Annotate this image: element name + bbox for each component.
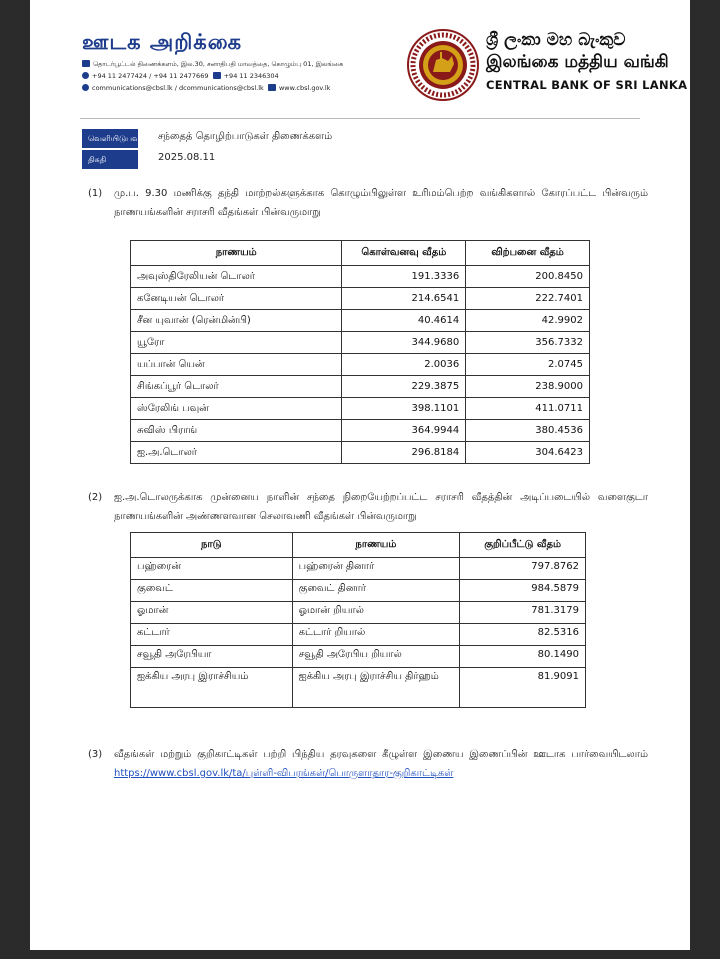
table-cell: 40.4614 bbox=[342, 310, 466, 332]
table-row bbox=[131, 288, 590, 310]
table-cell: 797.8762 bbox=[460, 558, 586, 580]
table-cell: ஸ்ரேலிங் பவுன் bbox=[131, 398, 342, 420]
column-header: நாடு bbox=[131, 533, 293, 558]
paragraph-number: (1) bbox=[88, 188, 103, 199]
cbsl-seal-icon bbox=[406, 28, 480, 102]
paragraph-number: (2) bbox=[88, 492, 103, 503]
table-header-row bbox=[131, 241, 590, 266]
table-row bbox=[131, 420, 590, 442]
table-cell: யப்பான் யென் bbox=[131, 354, 342, 376]
meta-date-value: 2025.08.11 bbox=[158, 152, 216, 163]
table-cell: குவைட் bbox=[131, 580, 293, 602]
contact-emails: communications@cbsl.lk / dcommunications@cbsl.lk www.cbsl.gov.lk bbox=[82, 82, 392, 94]
table-cell: 364.9944 bbox=[342, 420, 466, 442]
paragraph-3 bbox=[88, 745, 648, 783]
table-cell: 214.6541 bbox=[342, 288, 466, 310]
table-cell: கட்டார் bbox=[131, 624, 293, 646]
table-cell: பஹ்ரைன் bbox=[131, 558, 293, 580]
table-cell: 781.3179 bbox=[460, 602, 586, 624]
header-left bbox=[82, 30, 392, 94]
gulf-currency-table bbox=[130, 532, 586, 708]
table-row bbox=[131, 310, 590, 332]
table-cell: 984.5879 bbox=[460, 580, 586, 602]
exchange-rates-table bbox=[130, 240, 590, 464]
table-cell: பஹ்ரைன் தினார் bbox=[292, 558, 460, 580]
table-row bbox=[131, 332, 590, 354]
table-cell: சிங்கப்பூர் டொலர் bbox=[131, 376, 342, 398]
meta-issued-by-value: சந்தைத் தொழிற்பாடுகள் திணைக்களம் bbox=[158, 131, 333, 142]
table-header-row bbox=[131, 533, 586, 558]
table-cell: 42.9902 bbox=[466, 310, 590, 332]
table-cell: கனேடியன் டொலர் bbox=[131, 288, 342, 310]
column-header: குறிப்பீட்டு வீதம் bbox=[460, 533, 586, 558]
table-cell: 296.8184 bbox=[342, 442, 466, 464]
table-cell: சீன யுவான் (ரென்மின்பி) bbox=[131, 310, 342, 332]
press-release-title: ஊடக அறிக்கை bbox=[82, 30, 243, 54]
table-row bbox=[131, 376, 590, 398]
table-cell: 80.1490 bbox=[460, 646, 586, 668]
phone-icon bbox=[82, 72, 89, 79]
table-cell: 398.1101 bbox=[342, 398, 466, 420]
column-header: கொள்வனவு வீதம் bbox=[342, 241, 466, 266]
table-cell: ஓமான் றியால் bbox=[292, 602, 460, 624]
table-cell: 411.0711 bbox=[466, 398, 590, 420]
table-row bbox=[131, 398, 590, 420]
table-cell: 238.9000 bbox=[466, 376, 590, 398]
table-row bbox=[131, 646, 586, 668]
table-cell: யூரோ bbox=[131, 332, 342, 354]
header-divider bbox=[80, 118, 640, 119]
table-cell: 2.0745 bbox=[466, 354, 590, 376]
table-row bbox=[131, 442, 590, 464]
bank-name-tamil: இலங்கை மத்திய வங்கி bbox=[486, 52, 669, 72]
table-cell: கட்டார் றியால் bbox=[292, 624, 460, 646]
column-header: நாணயம் bbox=[292, 533, 460, 558]
fax-icon bbox=[213, 72, 221, 79]
table-cell: ஓமான் bbox=[131, 602, 293, 624]
table-row bbox=[131, 624, 586, 646]
table-cell: 2.0036 bbox=[342, 354, 466, 376]
table-row bbox=[131, 558, 586, 580]
table-cell: 222.7401 bbox=[466, 288, 590, 310]
table-cell: 200.8450 bbox=[466, 266, 590, 288]
table-cell: சவூதி அரேபியா bbox=[131, 646, 293, 668]
meta-issued-by bbox=[82, 129, 642, 148]
table-cell: 304.6423 bbox=[466, 442, 590, 464]
paragraph-2 bbox=[88, 488, 648, 526]
table-cell: குவைட் தினார் bbox=[292, 580, 460, 602]
table-cell: 344.9680 bbox=[342, 332, 466, 354]
table-cell: 356.7332 bbox=[466, 332, 590, 354]
bank-name-sinhala: ශ්‍රී ලංකා මහ බැංකුව bbox=[486, 30, 626, 50]
email-icon bbox=[82, 84, 89, 91]
table-cell: ஐ.அ.டொலர் bbox=[131, 442, 342, 464]
table-cell: 229.3875 bbox=[342, 376, 466, 398]
table-cell: ஐக்கிய அரபு இராச்சியம் bbox=[131, 668, 293, 708]
table-row bbox=[131, 266, 590, 288]
table-cell: 380.4536 bbox=[466, 420, 590, 442]
column-header: விற்பனை வீதம் bbox=[466, 241, 590, 266]
meta-issued-by-label: வெளியிடுபவர் bbox=[82, 129, 138, 148]
web-icon bbox=[268, 84, 276, 91]
table-cell: சவூதி அரேபிய றியால் bbox=[292, 646, 460, 668]
paragraph-text: மு.ப. 9.30 மணிக்கு தந்தி மாற்றல்களுக்காக கொழும்பிலுள்ள உரிமம்பெற்ற வங்கிகளால் கோரப்பட்ட பின்வரும் நாணயங்களின் சராசரி வீதங்கள் பின்வருமாறு bbox=[114, 188, 648, 218]
header-right bbox=[486, 30, 686, 92]
table-row bbox=[131, 580, 586, 602]
table-cell: சுவிஸ் பிராங் bbox=[131, 420, 342, 442]
contact-phones: +94 11 2477424 / +94 11 2477669 +94 11 2346304 bbox=[82, 70, 392, 82]
table-cell: 81.9091 bbox=[460, 668, 586, 708]
paragraph-text: ஐ.அ.டொலருக்காக முன்னைய நாளின் சந்தை நிறையேற்றப்பட்ட சராசரி வீதத்தின் அடிப்படையில் வளைகுடா நாணயங்களின் அண்ணளவான செலாவணி வீதங்கள் பின்வருமாறு bbox=[114, 492, 648, 522]
table-cell: அவுஸ்திரேலியன் டொலர் bbox=[131, 266, 342, 288]
indicators-link[interactable]: https://www.cbsl.gov.lk/ta/புள்ளி-விபரங்கள்/பொருளாதார-குறிகாட்டிகள் bbox=[114, 768, 454, 779]
paragraph-text: வீதங்கள் மற்றும் குறிகாட்டிகள் பற்றி பிந்திய தரவுகளை கீழுள்ள இணைய இணைப்பின் ஊடாக பார்வையிடலாம் https://www.cbsl.gov.lk/ta/புள்ளி-விபரங்கள்/பொருளாதார-குறிகாட்டிகள் bbox=[114, 749, 648, 779]
table-cell: 191.3336 bbox=[342, 266, 466, 288]
paragraph-1 bbox=[88, 184, 648, 222]
meta-date-label: திகதி bbox=[82, 150, 138, 169]
paragraph-number: (3) bbox=[88, 749, 103, 760]
press-release-page bbox=[30, 0, 690, 950]
table-row bbox=[131, 668, 586, 708]
table-row bbox=[131, 354, 590, 376]
address-icon bbox=[82, 60, 90, 67]
table-row bbox=[131, 602, 586, 624]
column-header: நாணயம் bbox=[131, 241, 342, 266]
bank-name-english: CENTRAL BANK OF SRI LANKA bbox=[486, 78, 688, 92]
contact-address: தொடர்பூட்டல் திணைக்களம், இல.30, சனாதிபதி மாவத்தை, கொழும்பு 01, இலங்கை bbox=[82, 58, 392, 70]
table-cell: ஐக்கிய அரபு இராச்சிய திர்ஹம் bbox=[292, 668, 460, 708]
table-cell: 82.5316 bbox=[460, 624, 586, 646]
meta-date bbox=[82, 150, 642, 169]
